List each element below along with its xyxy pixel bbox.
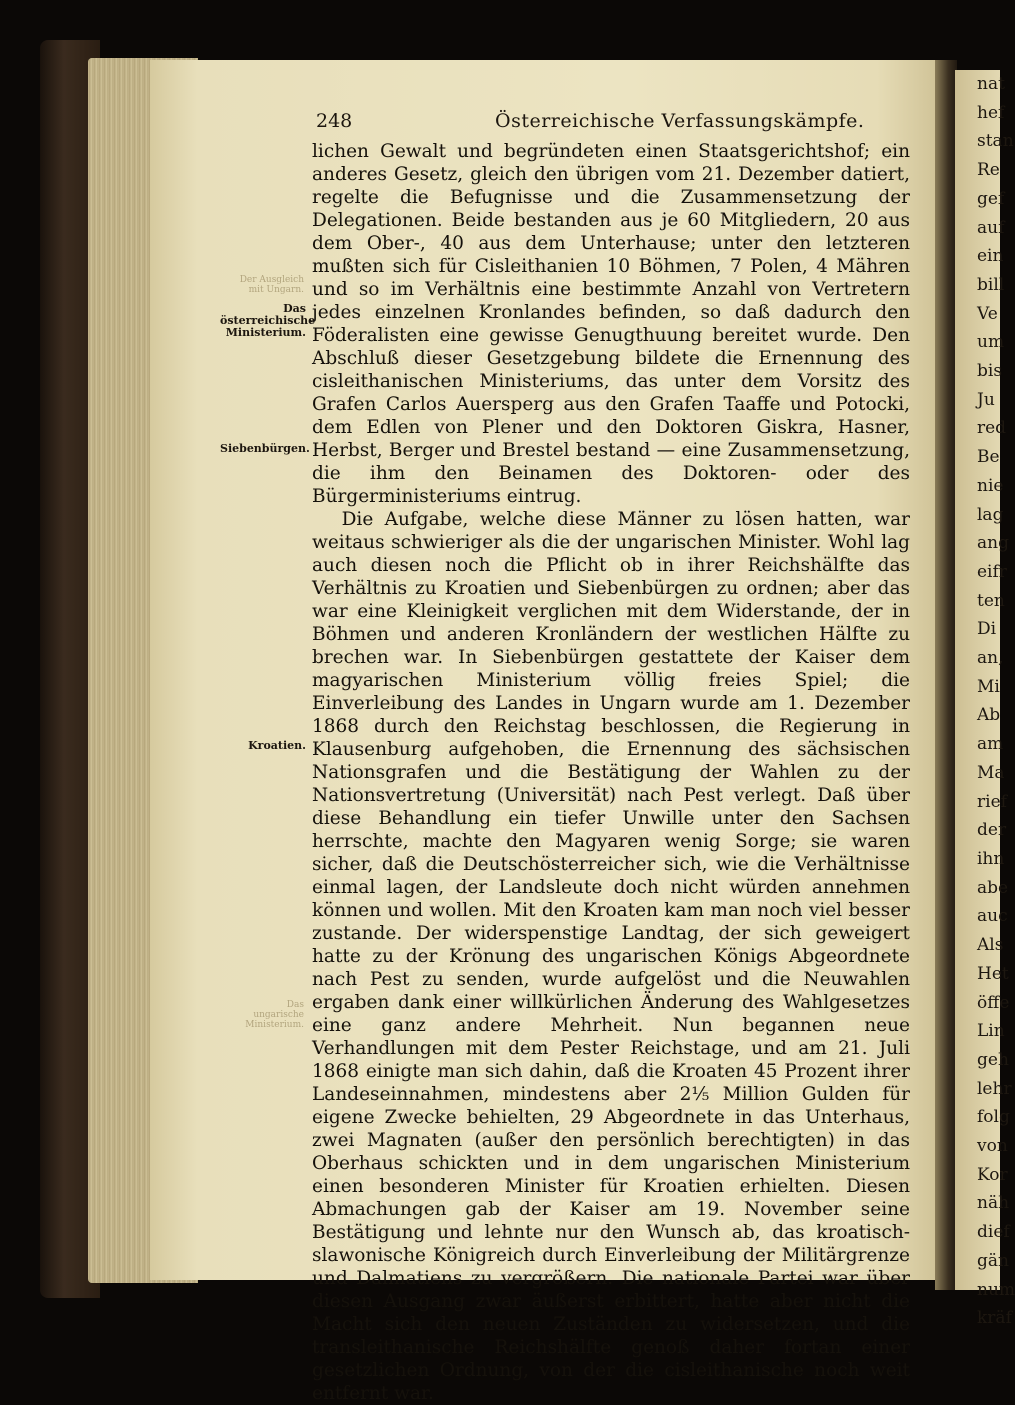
facing-line: nat [977, 74, 1005, 94]
body-text [312, 140, 910, 1405]
paragraph: lichen Gewalt und begründeten einen Staatsgerichtshof; ein anderes Gesetz, gleich den übrigen vom 21. Dezember datiert, regelte die Befugnisse und die Zusammensetzung der Delegationen. Beide bestanden aus je 60 Mitgliedern, 20 aus dem Ober-, 40 aus dem Unterhause; unter den letzteren mußten sich für Cisleithanien 10 Böhmen, 7 Polen, 4 Mähren und so im Verhältnis eine bestimmte Anzahl von Vertretern jedes einzelnen Kronlandes befinden, so daß dadurch den Föderalisten eine gewisse Genugthuung bereitet wurde. Den Abschluß dieser Gesetzgebung bildete die Ernennung des cisleithanischen Ministeriums, das unter dem Vorsitz des Grafen Carlos Auersperg aus den Grafen Taaffe und Potocki, dem Edlen von Plener und den Doktoren Giskra, Hasner, Herbst, Berger und Brestel bestand — eine Zusammensetzung, die ihm den Beinamen des Doktoren- oder des Bürgerministeriums eintrug. [312, 141, 910, 507]
facing-line: Di [977, 619, 997, 640]
facing-line: folg [977, 1107, 1010, 1128]
facing-line: Lin [977, 1021, 1005, 1042]
facing-line: an, [977, 648, 1004, 669]
facing-line: Be [977, 447, 1000, 468]
facing-line: Ab [977, 705, 1001, 726]
facing-line: näh [977, 1193, 1010, 1214]
facing-line: dief [977, 1222, 1010, 1243]
margin-note-ministry: Das österreichische Ministerium. [220, 302, 316, 339]
facing-line: ein [977, 246, 1004, 267]
page-number: 248 [316, 110, 353, 132]
margin-note-croatia: Kroatien. [248, 739, 306, 752]
facing-line: abe [977, 877, 1009, 898]
facing-line: auc [977, 906, 1008, 927]
facing-line: Het [977, 963, 1009, 984]
facing-line: Ma [977, 762, 1005, 783]
facing-line: num [977, 1279, 1015, 1300]
paragraph: Die Aufgabe, welche diese Männer zu lösen hatten, war weitaus schwieriger als die der ungarischen Minister. Wohl lag auch diesen noch die Pflicht ob in ihrer Reichshälfte das Verhältnis zu Kroatien und Siebenbürgen zu ordnen; aber das war eine Kleinigkeit verglichen mit dem Widerstande, der in Böhmen und anderen Kronländern der westlichen Hälfte zu brechen war. In Siebenbürgen gestattete der Kaiser dem magyarischen Ministerium völlig freies Spiel; die Einverleibung des Landes in Ungarn wurde am 1. Dezember 1868 durch den Reichstag beschlossen, die Regierung in Klausenburg aufgehoben, die Ernennung des sächsischen Nationsgrafen und die Bestätigung der Wahlen zu der Nationsvertretung (Universität) nach Pest verlegt. Daß über diese Behandlung ein tiefer Unwille unter den Sachsen herrschte, machte den Magyaren wenig Sorge; sie waren sicher, daß die Deutschösterreicher sich, wie die Verhältnisse einmal lagen, der Landsleute doch nicht würden annehmen können und wollen. Mit den Kroaten kam man noch viel besser zustande. Der widerspenstige Landtag, der sich geweigert hatte zu der Krönung des ungarischen Königs Abgeordnete nach Pest zu senden, wurde aufgelöst und die Neuwahlen ergaben dank einer willkürlichen Änderung des Wahlgesetzes eine ganz andere Mehrheit. Nun begannen neue Verhandlungen mit dem Pester Reichstage, und am 21. Juli 1868 einigte man sich dahin, daß die Kroaten 45 Prozent ihrer Landeseinnahmen, mindestens aber 2¹⁄₅ Million Gulden für eigene Zwecke behielten, 29 Abgeordnete in das Unterhaus, zwei Magnaten (außer den persönlich berechtigten) in das Oberhaus schickten und in dem ungarischen Ministerium einen besonderen Minister für Kroatien erhielten. Diesen Abmachungen gab der Kaiser am 19. November seine Bestätigung und lehnte nur den Wunsch ab, das kroatisch-slawonische Königreich durch Einverleibung der Militärgrenze und Dalmatiens zu vergrößern. Die nationale Partei war über diesen Ausgang zwar äußerst erbittert, hatte aber nicht die Macht sich den neuen Zuständen zu widersetzen, und die transleithanische Reichshälfte genoß daher fortan einer gesetzlichen Ordnung, von der die cisleithanische noch weit entfernt war. [312, 509, 910, 1404]
facing-line: geh [977, 1049, 1009, 1070]
facing-line: bill [977, 274, 1005, 295]
facing-page-edge [955, 70, 1015, 1329]
facing-line: kräf [977, 1308, 1012, 1329]
facing-line: um [977, 332, 1005, 353]
facing-line: ihn [977, 848, 1005, 869]
show-through-note: Das ungarische Ministerium. [245, 1000, 304, 1030]
show-through-note: Der Ausgleich mit Ungarn. [239, 275, 304, 295]
book-gutter [935, 60, 957, 1290]
facing-line: ten [977, 590, 1005, 611]
facing-line: ang [977, 533, 1009, 554]
facing-line: lehr [977, 1078, 1012, 1099]
facing-line: red [977, 418, 1007, 439]
facing-line: Mi [977, 676, 1000, 697]
facing-line: eifr [977, 561, 1007, 582]
facing-line: hef [977, 102, 1005, 123]
facing-line: Re [977, 160, 1000, 181]
facing-line: auf [977, 217, 1005, 238]
running-title: Österreichische Verfassungskämpfe. [495, 110, 865, 132]
facing-line: lag [977, 504, 1004, 525]
facing-line: der [977, 820, 1007, 841]
facing-line: Ju [977, 389, 995, 410]
facing-line: stan [977, 131, 1014, 152]
facing-line: Kor [977, 1164, 1008, 1185]
facing-line: nie [977, 475, 1004, 496]
facing-line: am [977, 734, 1004, 755]
facing-line: Als [977, 935, 1004, 956]
facing-line: Ve [977, 303, 998, 324]
facing-line: gän [977, 1250, 1009, 1271]
facing-line: von [977, 1136, 1008, 1157]
facing-line: öffe [977, 992, 1010, 1013]
facing-line: gef [977, 188, 1005, 209]
facing-line: rief [977, 791, 1007, 812]
margin-note-transylvania: Siebenbürgen. [220, 442, 310, 455]
facing-line: bis [977, 361, 1003, 382]
